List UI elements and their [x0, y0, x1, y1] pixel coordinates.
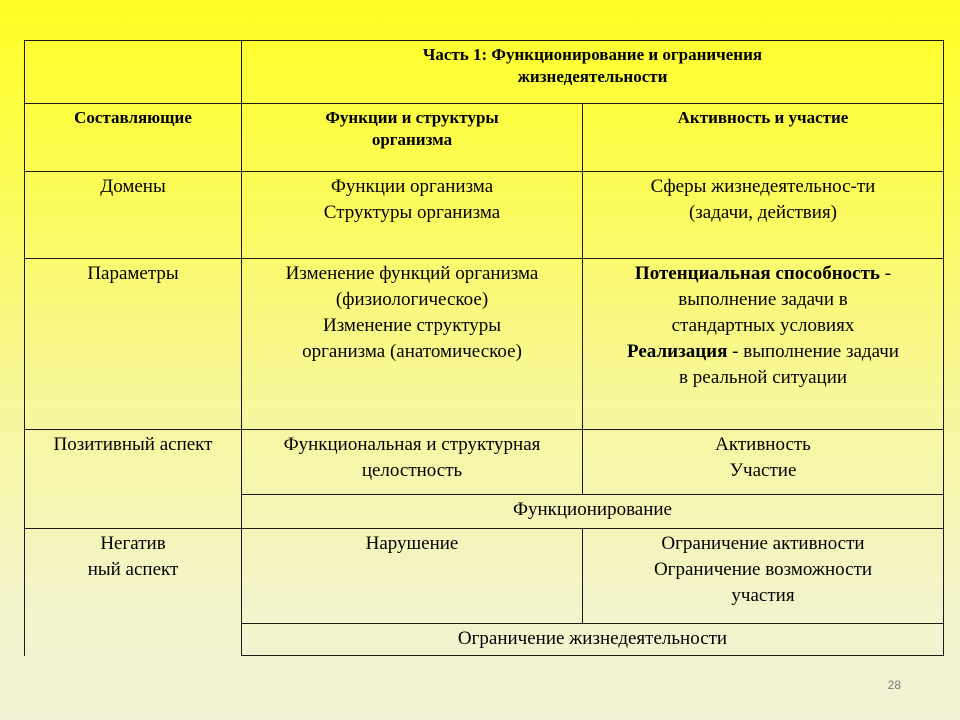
- cell-line: Структуры организма: [323, 202, 501, 223]
- cell-line: Ограничение возможности: [653, 559, 873, 580]
- capacity-line: [587, 261, 939, 287]
- positive-summary: Функционирование: [242, 495, 944, 529]
- parameters-functions: [242, 259, 583, 430]
- table-row: [25, 259, 944, 430]
- header-functions: [242, 104, 583, 172]
- performance-line: [587, 339, 939, 365]
- negative-activity: [583, 529, 944, 624]
- table-row: [25, 41, 944, 104]
- domains-functions: [242, 172, 583, 259]
- header-line: Функции и структуры: [325, 108, 499, 127]
- title-line: жизнедеятельности: [517, 67, 668, 86]
- positive-activity: [583, 430, 944, 495]
- cell-line: в реальной ситуации: [678, 367, 848, 388]
- capacity-dash: -: [879, 263, 892, 284]
- negative-label: [25, 529, 242, 656]
- cell-line: организма (анатомическое): [302, 341, 522, 362]
- title-line: Часть 1: Функционирование и ограничения: [422, 45, 763, 64]
- cell-line: участия: [731, 585, 795, 606]
- table-row: [25, 172, 944, 259]
- cell-line: Изменение структуры: [322, 315, 502, 336]
- cell-line: Негатив: [100, 533, 166, 554]
- parameters-label: Параметры: [25, 259, 242, 430]
- cell-line: стандартных условиях: [671, 315, 855, 336]
- capacity-term: Потенциальная способность: [634, 263, 880, 284]
- header-activity: Активность и участие: [583, 104, 944, 172]
- domains-label: Домены: [25, 172, 242, 259]
- cell-line: ный аспект: [87, 559, 179, 580]
- positive-functions: [242, 430, 583, 495]
- table-row: [25, 430, 944, 495]
- performance-term: Реализация: [627, 341, 728, 362]
- positive-label: Позитивный аспект: [25, 430, 242, 529]
- empty-corner-cell: [25, 41, 242, 104]
- cell-line: (задачи, действия): [688, 202, 838, 223]
- cell-line: Изменение функций организма: [285, 263, 539, 284]
- cell-line: Функциональная и структурная: [283, 434, 541, 455]
- cell-line: Ограничение активности: [661, 533, 865, 554]
- table-title: [242, 41, 944, 104]
- parameters-activity: [583, 259, 944, 430]
- cell-line: Участие: [729, 460, 797, 481]
- performance-rest: - выполнение задачи: [727, 341, 899, 362]
- negative-functions: Нарушение: [242, 529, 583, 624]
- header-components: Составляющие: [25, 104, 242, 172]
- icf-table: [24, 40, 944, 656]
- table-row: [25, 104, 944, 172]
- page-number: 28: [887, 678, 901, 692]
- table-row: [25, 529, 944, 624]
- cell-line: Активность: [715, 434, 811, 455]
- cell-line: целостность: [361, 460, 463, 481]
- cell-line: выполнение задачи в: [678, 289, 848, 310]
- cell-line: (физиологическое): [335, 289, 489, 310]
- negative-summary: Ограничение жизнедеятельности: [242, 624, 944, 656]
- cell-line: Функции организма: [330, 176, 494, 197]
- domains-activity: [583, 172, 944, 259]
- header-line: организма: [371, 130, 453, 149]
- cell-line: Сферы жизнедеятельнос-ти: [650, 176, 876, 197]
